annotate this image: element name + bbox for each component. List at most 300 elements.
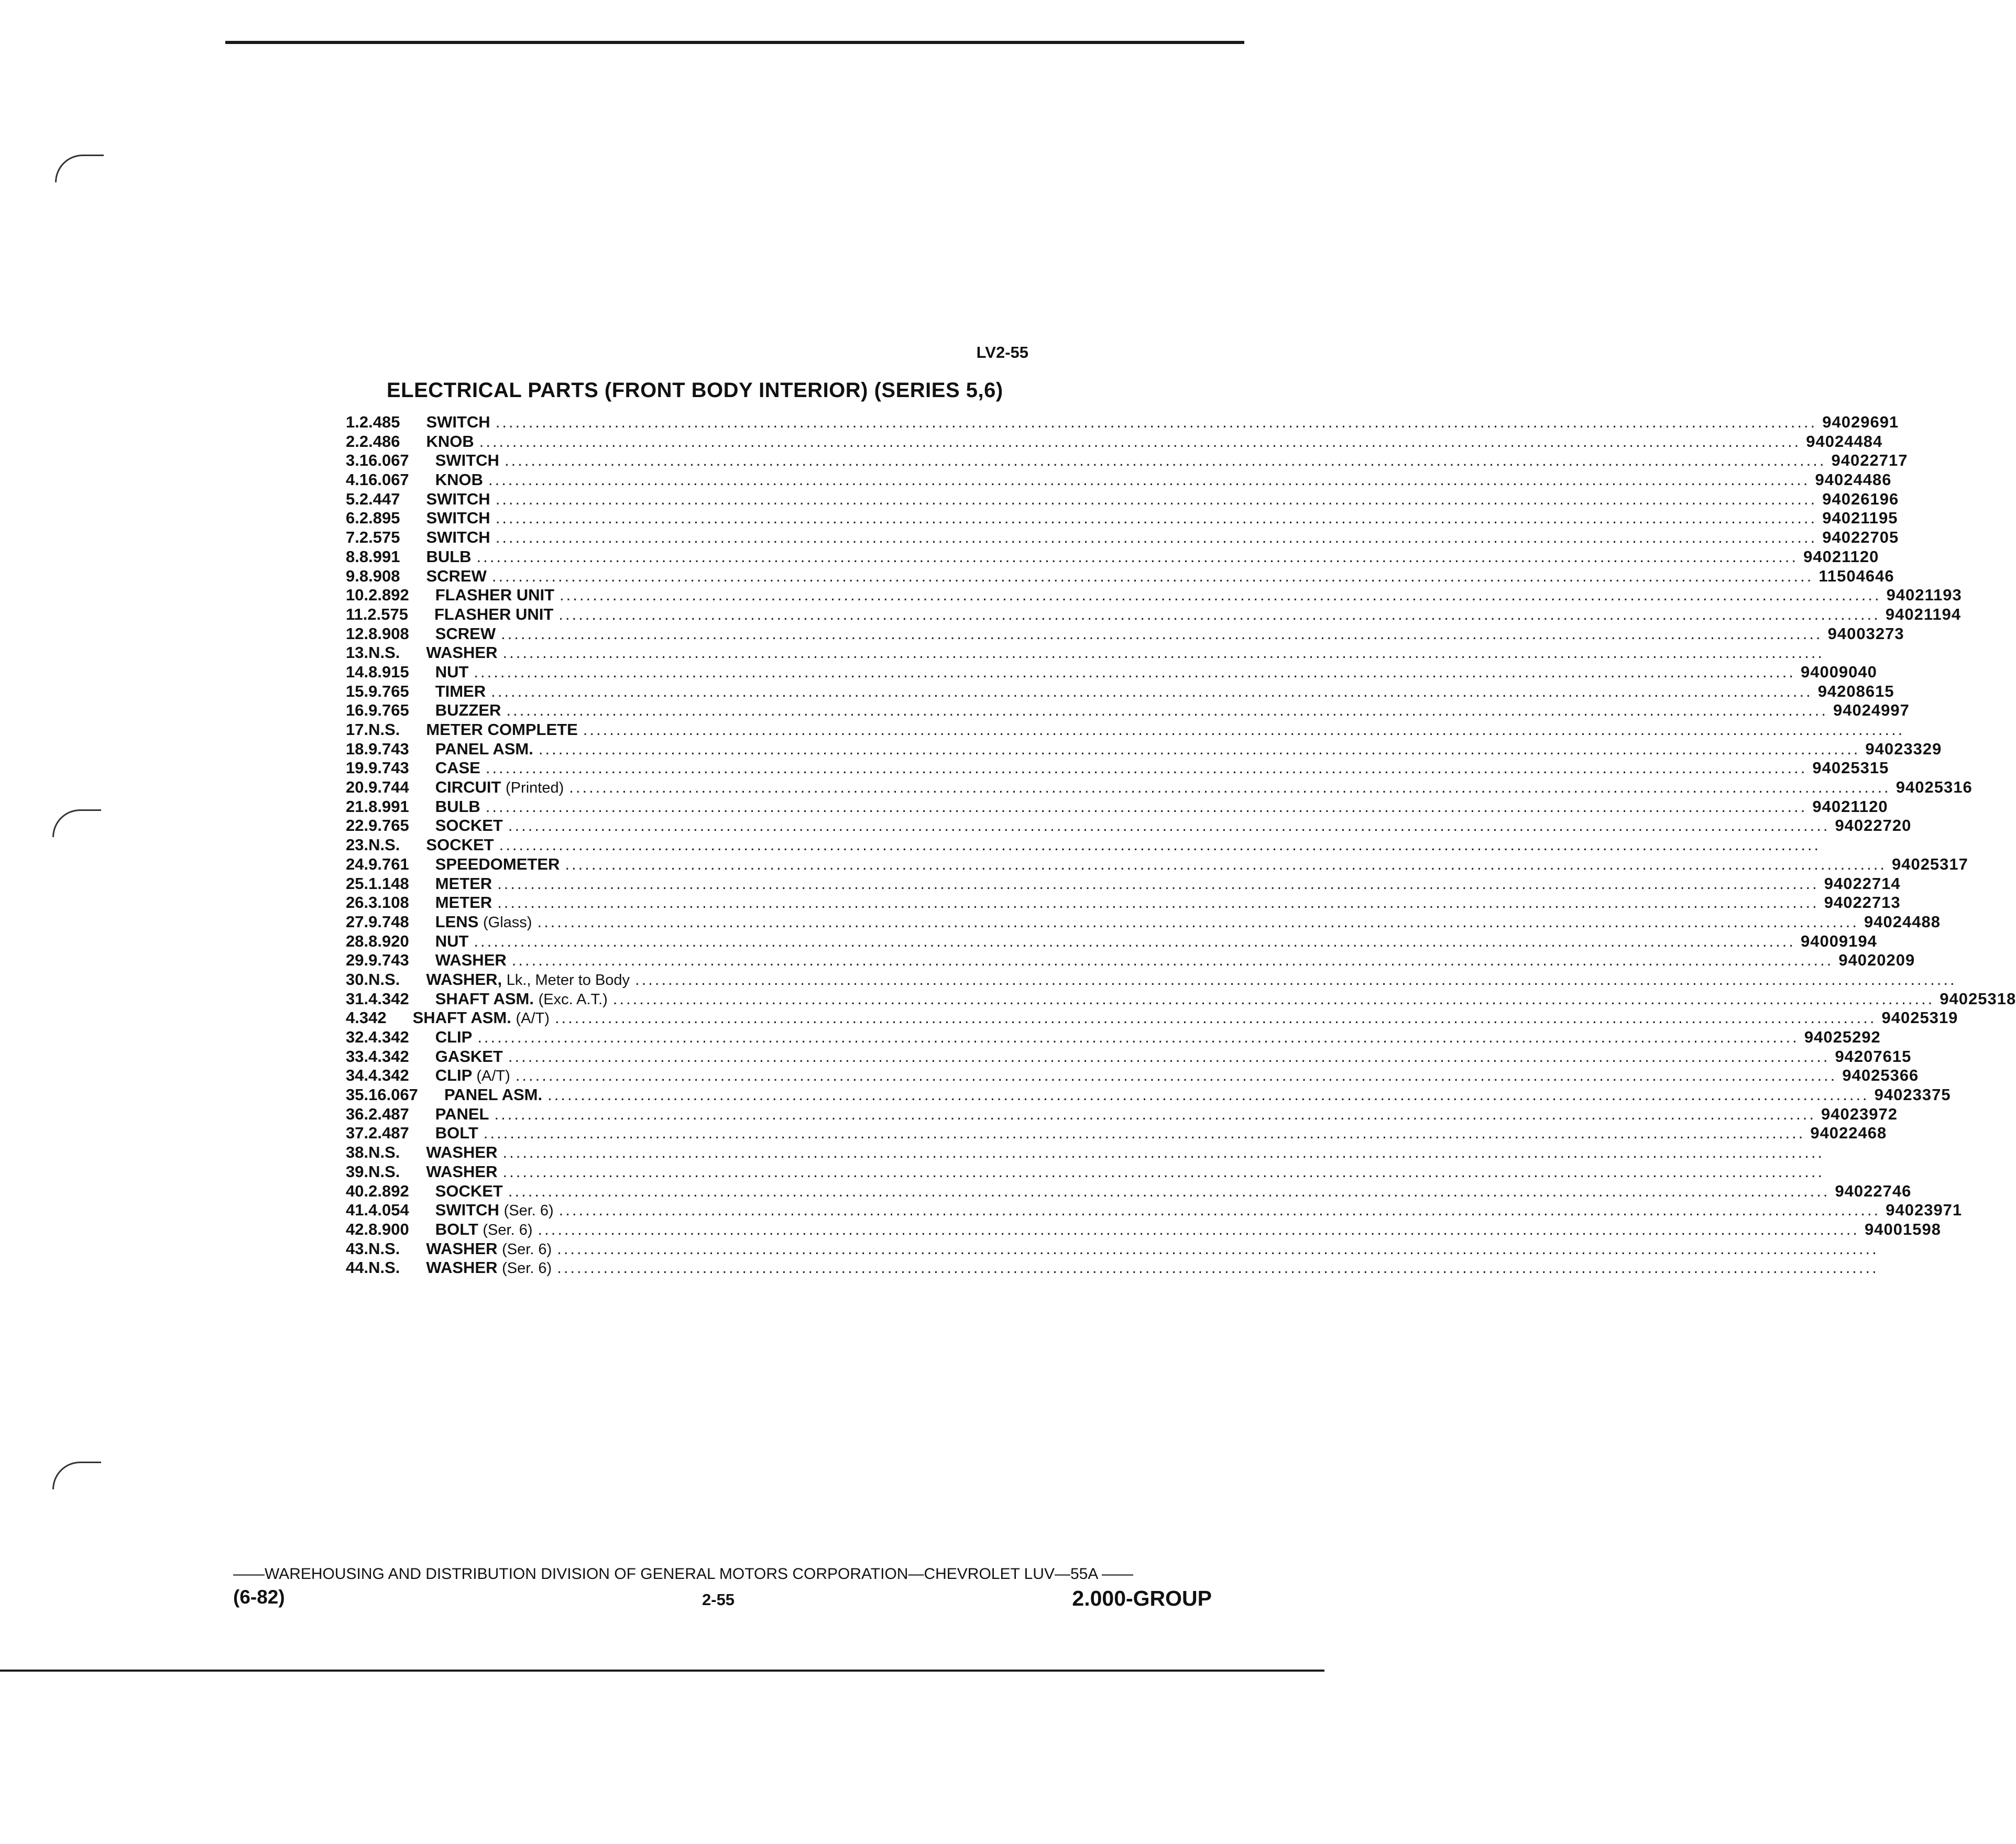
part-description [426, 509, 1817, 528]
part-name: CIRCUIT [435, 778, 501, 797]
part-description [435, 990, 1935, 1008]
table-row [346, 605, 1962, 624]
table-row [346, 989, 2016, 1009]
table-row [346, 489, 1899, 509]
ref-number: 2. [346, 432, 359, 451]
part-description [426, 413, 1817, 432]
part-note: Lk., Meter to Body [506, 971, 630, 989]
part-number: 94003273 [1827, 624, 1904, 643]
part-number: 94023329 [1865, 739, 1942, 758]
part-note: (Ser. 6) [503, 1202, 554, 1220]
part-description [413, 1008, 1877, 1027]
part-name: WASHER [426, 1143, 498, 1162]
part-name: SCREW [426, 566, 487, 585]
ref-number: 43. [346, 1239, 369, 1258]
group-number: 16.067 [359, 451, 409, 470]
table-row [346, 586, 1962, 605]
part-description [435, 1105, 1816, 1124]
dot-leader: ........................................................................................................................................................................................................ [558, 605, 1880, 623]
table-row [346, 912, 1941, 932]
table-row [346, 797, 1888, 817]
part-description [435, 951, 1834, 970]
ref-number: 4. [346, 470, 359, 489]
part-name: SPEEDOMETER [435, 854, 560, 873]
part-note: (Ser. 6) [483, 1221, 533, 1238]
ref-number: 6. [346, 509, 359, 528]
part-description [435, 663, 1795, 682]
part-description [426, 1162, 1824, 1181]
dot-leader: ........................................................................................................................................................................................................ [485, 759, 1807, 777]
part-description [435, 893, 1819, 912]
dot-leader: ........................................................................................................................................................................................................ [583, 720, 1905, 739]
part-description [435, 1220, 1859, 1239]
part-name: SWITCH [435, 1201, 499, 1220]
part-number: 94025319 [1881, 1008, 1958, 1027]
ref-number: 29. [346, 951, 369, 970]
dot-leader: ........................................................................................................................................................................................................ [499, 836, 1821, 854]
part-name: TIMER [435, 682, 486, 700]
part-number: 94009040 [1800, 662, 1877, 681]
ref-number: 32. [346, 1028, 369, 1046]
table-row [346, 413, 1899, 432]
dot-leader: ........................................................................................................................................................................................................ [537, 912, 1859, 931]
dot-leader: ........................................................................................................................................................................................................ [554, 1008, 1877, 1027]
table-row [346, 1028, 1881, 1047]
table-row [346, 1239, 1879, 1259]
part-name: BUZZER [435, 701, 501, 720]
group-number: N.S. [368, 1239, 400, 1258]
group-number: 9.743 [368, 951, 409, 970]
part-note: (A/T) [516, 1010, 550, 1027]
part-number: 94208615 [1817, 682, 1894, 700]
group-number: 4.342 [368, 1066, 409, 1085]
group-number: 9.748 [368, 912, 409, 931]
group-number: 2.892 [368, 586, 409, 605]
ref-number: 20. [346, 778, 369, 797]
dot-leader: ........................................................................................................................................................................................................ [495, 489, 1817, 508]
table-row [346, 874, 1901, 894]
ref-number: 44. [346, 1258, 369, 1277]
dot-leader: ........................................................................................................................................................................................................ [504, 451, 1826, 470]
part-description [435, 797, 1807, 816]
table-row [346, 1162, 1825, 1182]
ref-number: 28. [346, 931, 369, 950]
part-name: SHAFT ASM. [412, 1008, 511, 1027]
table-row [346, 547, 1879, 567]
part-number: 94024997 [1833, 701, 1910, 720]
ref-number: 37. [346, 1124, 369, 1143]
dot-leader: ........................................................................................................................................................................................................ [497, 874, 1819, 893]
part-number: 94029691 [1822, 413, 1899, 431]
punch-hole-mark [52, 1462, 101, 1489]
part-name: METER [435, 874, 492, 893]
ref-number: 8. [346, 547, 359, 566]
dot-leader: ........................................................................................................................................................................................................ [506, 701, 1828, 720]
part-number: 94025292 [1804, 1028, 1881, 1046]
part-description [426, 643, 1824, 662]
table-row [346, 432, 1883, 452]
group-number: 2.487 [368, 1104, 409, 1123]
dot-leader: ........................................................................................................................................................................................................ [547, 1085, 1869, 1104]
part-name: SCREW [435, 624, 496, 643]
part-name: PANEL [435, 1104, 489, 1123]
table-row [346, 739, 1942, 759]
group-number: 8.991 [368, 797, 409, 816]
table-row [346, 451, 1908, 470]
punch-hole-mark [55, 155, 104, 182]
part-name: WASHER [426, 643, 498, 662]
part-number: 94023971 [1886, 1201, 1963, 1220]
group-number: 4.342 [346, 1008, 387, 1027]
dot-leader: ........................................................................................................................................................................................................ [538, 739, 1860, 758]
group-number: N.S. [368, 1162, 400, 1181]
ref-number: 25. [346, 874, 369, 893]
ref-number: 39. [346, 1162, 369, 1181]
part-number: 94025316 [1896, 778, 1973, 797]
part-description [435, 913, 1859, 931]
table-row [346, 662, 1877, 682]
dot-leader: ........................................................................................................................................................................................................ [502, 1162, 1825, 1181]
part-description [426, 720, 1904, 739]
ref-number: 33. [346, 1047, 369, 1066]
part-description [435, 932, 1795, 951]
part-description [435, 816, 1830, 835]
dot-leader: ........................................................................................................................................................................................................ [612, 989, 1935, 1008]
part-name: METER [435, 893, 492, 912]
ref-number: 1. [346, 413, 359, 431]
part-note: (Printed) [506, 780, 564, 797]
part-description [435, 701, 1828, 720]
group-number: N.S. [368, 836, 400, 854]
dot-leader: ........................................................................................................................................................................................................ [558, 1201, 1881, 1220]
table-row [346, 682, 1894, 701]
part-description [435, 855, 1887, 874]
table-row [346, 1181, 1912, 1201]
group-number: N.S. [368, 720, 400, 739]
table-row [346, 759, 1889, 778]
part-note: (Ser. 6) [502, 1260, 552, 1277]
part-name: KNOB [426, 432, 474, 451]
part-description [426, 547, 1798, 566]
part-name: KNOB [435, 470, 483, 489]
ref-number: 31. [346, 989, 369, 1008]
dot-leader: ........................................................................................................................................................................................................ [511, 951, 1834, 970]
ref-number: 38. [346, 1143, 369, 1162]
table-row [346, 893, 1901, 913]
part-description [444, 1085, 1869, 1104]
part-name: PANEL ASM. [444, 1085, 543, 1104]
part-name: NUT [435, 662, 469, 681]
ref-number: 14. [346, 662, 369, 681]
group-number: N.S. [368, 1258, 400, 1277]
part-name: NUT [435, 931, 469, 950]
part-name: BULB [426, 547, 472, 566]
group-number: 8.915 [368, 662, 409, 681]
table-row [346, 951, 1915, 970]
group-number: 2.575 [367, 605, 408, 623]
part-description [426, 1143, 1824, 1162]
dot-leader: ........................................................................................................................................................................................................ [501, 624, 1823, 643]
part-number: 94021120 [1812, 797, 1888, 816]
table-row [346, 970, 1957, 990]
part-description [435, 470, 1810, 489]
part-description [435, 451, 1826, 470]
part-description [435, 624, 1823, 643]
part-number: 94024486 [1815, 470, 1892, 489]
part-name: WASHER [435, 951, 507, 970]
part-number: 94207615 [1835, 1047, 1912, 1066]
part-description [435, 778, 1891, 797]
part-description [435, 1047, 1830, 1066]
part-number: 94009194 [1800, 931, 1877, 950]
part-name: WASHER, [426, 970, 502, 989]
group-number: 2.895 [359, 509, 400, 528]
part-name: GASKET [435, 1047, 503, 1066]
page-code: LV2-55 [976, 343, 1028, 361]
dot-leader: ........................................................................................................................................................................................................ [474, 662, 1795, 681]
part-number: 94022468 [1810, 1124, 1887, 1143]
part-number: 94025315 [1812, 759, 1889, 777]
table-row [346, 643, 1825, 663]
part-name: CLIP [435, 1066, 472, 1085]
dot-leader: ........................................................................................................................................................................................................ [502, 1143, 1825, 1162]
ref-number: 21. [346, 797, 369, 816]
ref-number: 27. [346, 912, 369, 931]
dot-leader: ........................................................................................................................................................................................................ [508, 816, 1830, 835]
footer-group: 2.000-GROUP [1072, 1586, 1212, 1610]
group-number: 8.920 [368, 931, 409, 950]
ref-number: 40. [346, 1181, 369, 1200]
part-number: 94021195 [1822, 509, 1898, 528]
ref-number: 22. [346, 816, 369, 835]
group-number: 16.067 [368, 1085, 418, 1104]
part-number: 94024484 [1806, 432, 1883, 451]
group-number: 9.744 [368, 778, 409, 797]
ref-number: 41. [346, 1201, 369, 1220]
ref-number: 7. [346, 528, 359, 547]
part-name: SOCKET [435, 1181, 503, 1200]
table-row [346, 1047, 1912, 1067]
dot-leader: ........................................................................................................................................................................................................ [488, 470, 1810, 489]
dot-leader: ........................................................................................................................................................................................................ [476, 547, 1799, 566]
part-name: SHAFT ASM. [435, 989, 534, 1008]
ref-number: 11. [346, 605, 368, 623]
dot-leader: ........................................................................................................................................................................................................ [479, 432, 1801, 451]
part-number: 94021120 [1803, 547, 1879, 566]
part-name: SWITCH [426, 528, 490, 547]
group-number: 16.067 [359, 470, 409, 489]
dot-leader: ........................................................................................................................................................................................................ [477, 1028, 1799, 1046]
group-number: 2.486 [359, 432, 400, 451]
dot-leader: ........................................................................................................................................................................................................ [495, 413, 1817, 431]
dot-leader: ........................................................................................................................................................................................................ [497, 893, 1819, 912]
footer-date: (6-82) [233, 1586, 285, 1608]
ref-number: 19. [346, 759, 369, 777]
table-row [346, 1201, 1963, 1220]
ref-number: 10. [346, 586, 369, 605]
table-row [346, 1143, 1825, 1162]
ref-number: 16. [346, 701, 369, 720]
group-number: N.S. [368, 970, 400, 989]
part-number: 94022705 [1822, 528, 1899, 547]
dot-leader: ........................................................................................................................................................................................................ [494, 1104, 1816, 1123]
part-number: 94023375 [1874, 1085, 1951, 1104]
group-number: 2.447 [359, 489, 400, 508]
part-number: 94022717 [1831, 451, 1908, 470]
part-description [435, 1182, 1830, 1201]
table-row [346, 1104, 1898, 1124]
part-number: 94025366 [1842, 1066, 1919, 1085]
part-description [426, 432, 1801, 451]
part-number: 94026196 [1822, 489, 1899, 508]
footer-publisher-line: ——WAREHOUSING AND DISTRIBUTION DIVISION OF GENERAL MOTORS CORPORATION—CHEVROLET LUV—55A —— [233, 1565, 1134, 1583]
dot-leader: ........................................................................................................................................................................................................ [474, 931, 1795, 950]
part-description [435, 682, 1813, 701]
part-description [426, 970, 1956, 989]
part-name: SWITCH [426, 413, 490, 431]
table-row [346, 836, 1821, 855]
part-number: 94020209 [1838, 951, 1915, 970]
table-row [346, 816, 1912, 836]
part-description [435, 586, 1881, 605]
part-number: 94022746 [1835, 1181, 1912, 1200]
dot-leader: ........................................................................................................................................................................................................ [560, 586, 1881, 605]
part-note: (Glass) [483, 914, 532, 931]
ref-number: 5. [346, 489, 359, 508]
part-name: SWITCH [426, 489, 490, 508]
part-number: 94025317 [1891, 854, 1968, 873]
ref-number: 15. [346, 682, 369, 700]
group-number: 2.892 [368, 1181, 409, 1200]
group-number: 8.900 [368, 1220, 409, 1238]
part-name: WASHER [426, 1239, 498, 1258]
part-description [426, 1258, 1878, 1277]
part-name: METER COMPLETE [426, 720, 578, 739]
group-number: 9.743 [368, 739, 409, 758]
ref-number: 35. [346, 1085, 369, 1104]
dot-leader: ........................................................................................................................................................................................................ [557, 1239, 1879, 1258]
ref-number: 24. [346, 854, 369, 873]
table-row [346, 528, 1899, 547]
dot-leader: ........................................................................................................................................................................................................ [495, 528, 1817, 547]
part-number: 94022714 [1824, 874, 1901, 893]
part-name: SOCKET [426, 836, 494, 854]
table-row [346, 1124, 1887, 1143]
group-number: 9.765 [368, 701, 409, 720]
table-row [346, 931, 1877, 951]
ref-number: 18. [346, 739, 369, 758]
part-number: 94022720 [1835, 816, 1912, 835]
dot-leader: ........................................................................................................................................................................................................ [508, 1047, 1830, 1066]
group-number: 8.908 [368, 624, 409, 643]
part-name: BULB [435, 797, 480, 816]
part-description [426, 490, 1817, 509]
ref-number: 23. [346, 836, 369, 854]
table-row [346, 701, 1910, 720]
part-description [426, 528, 1817, 547]
part-name: CASE [435, 759, 480, 777]
part-description [435, 1124, 1805, 1143]
part-number: 94022713 [1824, 893, 1901, 912]
group-number: 4.342 [368, 1047, 409, 1066]
group-number: 4.342 [368, 989, 409, 1008]
ref-number: 12. [346, 624, 369, 643]
part-description [435, 759, 1807, 777]
group-number: N.S. [368, 1143, 400, 1162]
ref-number: 34. [346, 1066, 369, 1085]
group-number: 9.743 [368, 759, 409, 777]
ref-number: 36. [346, 1104, 369, 1123]
table-row [346, 1220, 1941, 1239]
group-number: 2.575 [359, 528, 400, 547]
ref-number: 3. [346, 451, 359, 470]
part-description [426, 1239, 1878, 1258]
dot-leader: ........................................................................................................................................................................................................ [485, 797, 1807, 816]
ref-number: 30. [346, 970, 369, 989]
footer-page-number: 2-55 [702, 1590, 735, 1609]
dot-leader: ........................................................................................................................................................................................................ [502, 643, 1825, 662]
part-description [426, 567, 1813, 586]
ref-number: 17. [346, 720, 369, 739]
part-name: SWITCH [435, 451, 499, 470]
dot-leader: ........................................................................................................................................................................................................ [495, 509, 1817, 528]
part-description [426, 836, 1821, 854]
part-number: 94025318 [1940, 989, 2016, 1008]
part-description [435, 740, 1860, 759]
table-row [346, 1258, 1879, 1278]
part-name: SWITCH [426, 509, 490, 528]
part-name: FLASHER UNIT [434, 605, 554, 623]
table-row [346, 1008, 1958, 1028]
group-number: N.S. [368, 643, 400, 662]
part-note: (Ser. 6) [502, 1241, 552, 1258]
table-row [346, 624, 1904, 644]
part-name: LENS [435, 912, 479, 931]
part-name: CLIP [435, 1028, 473, 1046]
part-number: 94021193 [1886, 586, 1962, 605]
ref-number: 13. [346, 643, 369, 662]
dot-leader: ........................................................................................................................................................................................................ [569, 778, 1891, 797]
part-description [435, 1201, 1881, 1220]
part-number: 94021194 [1885, 605, 1962, 623]
group-number: 9.765 [368, 816, 409, 835]
dot-leader: ........................................................................................................................................................................................................ [491, 566, 1814, 585]
group-number: 8.991 [359, 547, 400, 566]
table-row [346, 509, 1898, 528]
dot-leader: ........................................................................................................................................................................................................ [491, 682, 1813, 700]
bottom-rule [0, 1670, 1324, 1672]
dot-leader: ........................................................................................................................................................................................................ [557, 1258, 1879, 1277]
part-name: WASHER [426, 1258, 498, 1277]
table-row [346, 470, 1892, 490]
part-description [435, 874, 1819, 893]
punch-hole-mark [52, 809, 101, 837]
part-number: 94001598 [1865, 1220, 1941, 1238]
part-name: BOLT [435, 1220, 478, 1238]
ref-number: 26. [346, 893, 369, 912]
part-name: FLASHER UNIT [435, 586, 555, 605]
group-number: 9.761 [368, 854, 409, 873]
dot-leader: ........................................................................................................................................................................................................ [635, 970, 1957, 989]
group-number: 4.054 [368, 1201, 409, 1220]
table-row [346, 778, 1973, 797]
part-name: BOLT [435, 1124, 478, 1143]
part-name: PANEL ASM. [435, 739, 533, 758]
group-number: 2.485 [359, 413, 400, 431]
ref-number: 9. [346, 566, 359, 585]
part-note: (Exc. A.T.) [538, 991, 608, 1008]
page-title: ELECTRICAL PARTS (FRONT BODY INTERIOR) (SERIES 5,6) [387, 379, 1003, 402]
